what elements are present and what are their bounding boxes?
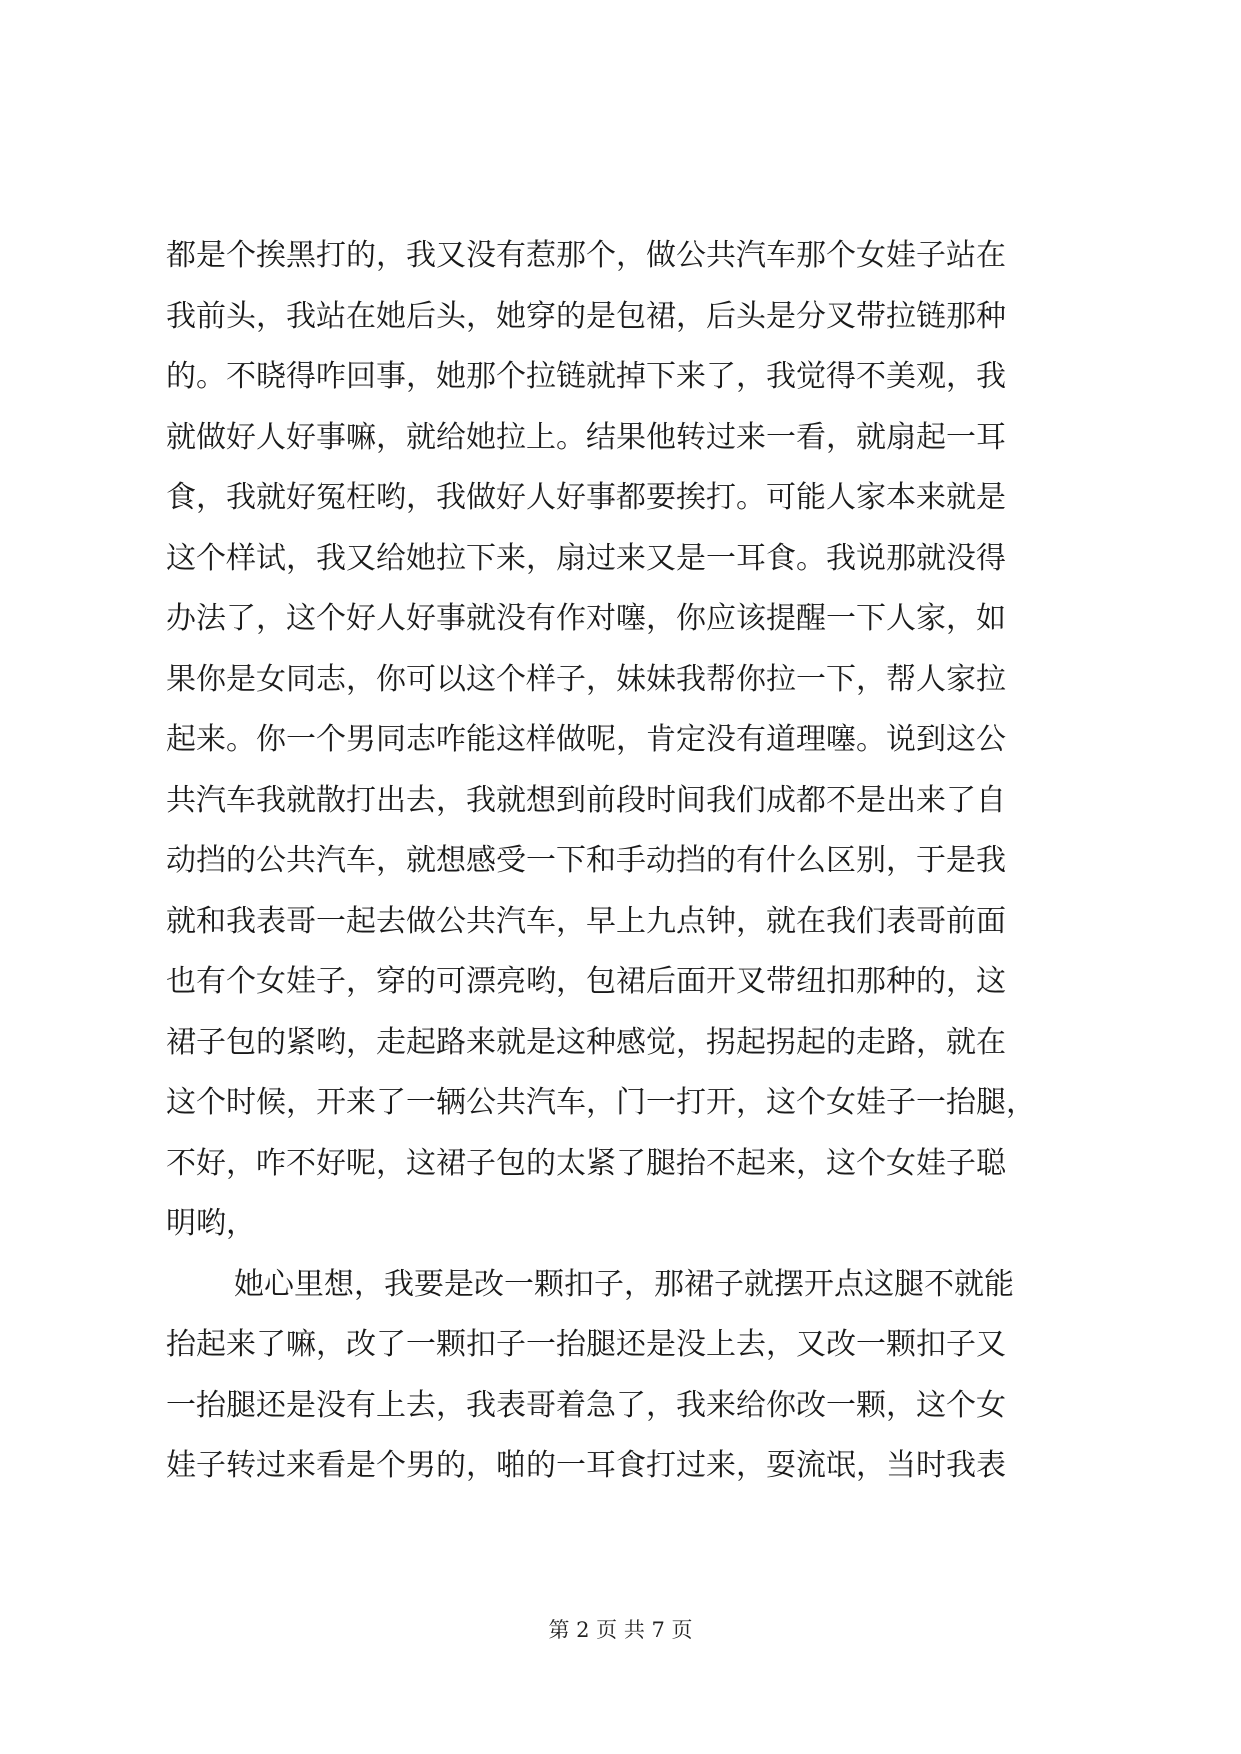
text-line: 办法了，这个好人好事就没有作对噻，你应该提醒一下人家，如 — [166, 601, 1006, 636]
text-line: 共汽车我就散打出去，我就想到前段时间我们成都不是出来了自 — [166, 782, 1006, 818]
body-text — [166, 226, 1081, 1497]
text-line: 也有个女娃子，穿的可漂亮哟，包裙后面开叉带纽扣那种的，这 — [166, 964, 1006, 999]
text-line: 起来。你一个男同志咋能这样做呢，肯定没有道理噻。说到这公 — [166, 722, 1006, 757]
text-line: 我前头，我站在她后头，她穿的是包裙，后头是分叉带拉链那种 — [166, 298, 1006, 334]
text-line: 不好，咋不好呢，这裙子包的太紧了腿抬不起来，这个女娃子聪 — [166, 1145, 1006, 1181]
page-number-footer: 第 2 页 共 7 页 — [548, 1618, 693, 1642]
text-line: 的。不晓得咋回事，她那个拉链就掉下来了，我觉得不美观，我 — [166, 359, 1006, 394]
text-line: 裙子包的紧哟，走起路来就是这种感觉，拐起拐起的走路，就在 — [166, 1024, 1006, 1060]
text-line: 明哟， — [166, 1206, 256, 1241]
text-line: 一抬腿还是没有上去，我表哥着急了，我来给你改一颗，这个女 — [166, 1387, 1006, 1423]
paragraph-start-line: 她心里想，我要是改一颗扣子，那裙子就摆开点这腿不就能 — [234, 1266, 1014, 1302]
text-line: 动挡的公共汽车，就想感受一下和手动挡的有什么区别，于是我 — [166, 843, 1006, 878]
text-line: 这个时候，开来了一辆公共汽车，门一打开，这个女娃子一抬腿， — [166, 1085, 1036, 1120]
text-line: 食，我就好冤枉哟，我做好人好事都要挨打。可能人家本来就是 — [166, 480, 1006, 515]
text-line: 就做好人好事嘛，就给她拉上。结果他转过来一看，就扇起一耳 — [166, 419, 1006, 455]
text-line: 这个样试，我又给她拉下来，扇过来又是一耳食。我说那就没得 — [166, 540, 1006, 576]
text-line: 娃子转过来看是个男的，啪的一耳食打过来，耍流氓，当时我表 — [166, 1448, 1006, 1483]
text-line: 果你是女同志，你可以这个样子，妹妹我帮你拉一下，帮人家拉 — [166, 661, 1006, 697]
text-line: 都是个挨黑打的，我又没有惹那个，做公共汽车那个女娃子站在 — [166, 238, 1006, 273]
text-line: 就和我表哥一起去做公共汽车，早上九点钟，就在我们表哥前面 — [166, 903, 1006, 939]
text-line: 抬起来了嘛，改了一颗扣子一抬腿还是没上去，又改一颗扣子又 — [166, 1327, 1006, 1362]
